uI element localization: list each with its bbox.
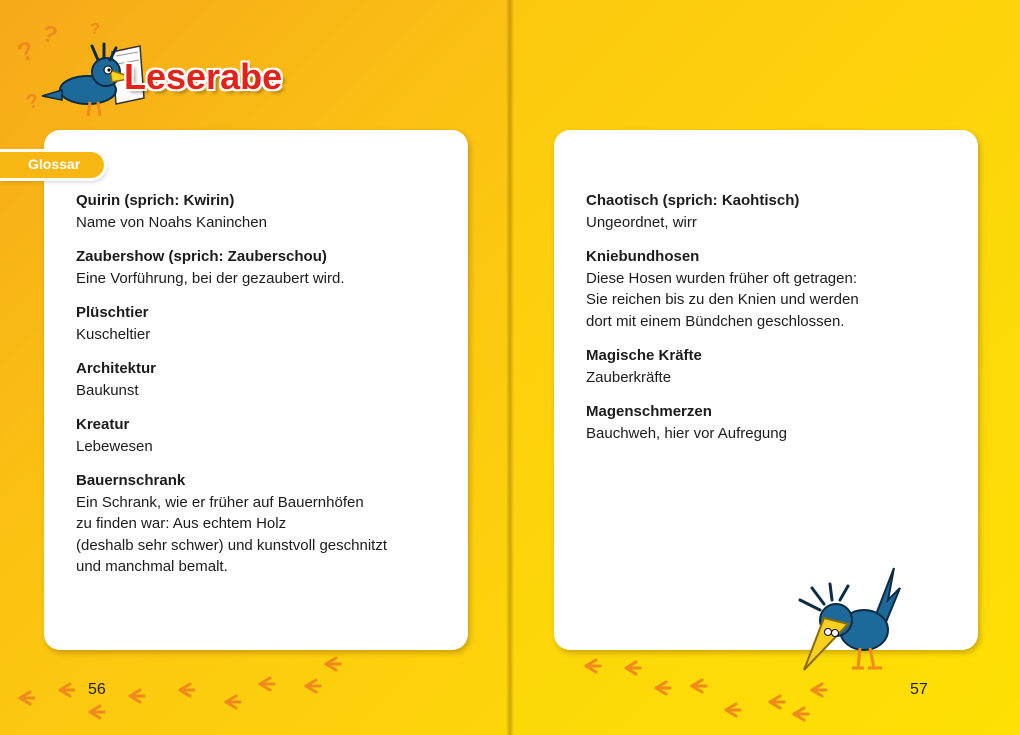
glossary-entry: [586, 345, 966, 388]
glossary-definition: Lebewesen: [76, 437, 153, 455]
raven-mascot-icon: [790, 560, 910, 680]
glossary-entry: [76, 302, 456, 345]
glossary-definition: Bauchweh, hier vor Aufregung: [586, 424, 787, 442]
glossary-term: Quirin (sprich: Kwirin): [76, 192, 235, 209]
glossary-card-left: [44, 130, 468, 650]
glossary-entry: [586, 246, 966, 332]
right-page: [510, 0, 1020, 735]
logo-text: Leserabe: [124, 56, 283, 97]
glossary-tab: [0, 152, 104, 178]
glossary-tab-label: Glossar: [28, 156, 81, 172]
svg-text:?: ?: [39, 20, 61, 50]
page-number-left: 56: [88, 681, 106, 698]
glossary-term: Magische Kräfte: [586, 347, 702, 364]
glossary-entry: [76, 470, 456, 578]
glossary-definition: Ein Schrank, wie er früher auf Bauernhöfen zu finden war: Aus echtem Holz (deshalb sehr schwer) und kunstvoll geschnitzt und manchmal bemalt.: [76, 493, 387, 575]
glossary-definition: Eine Vorführung, bei der gezaubert wird.: [76, 269, 345, 287]
svg-text:?: ?: [90, 21, 100, 38]
glossary-term: Magenschmerzen: [586, 403, 712, 420]
glossary-definition: Diese Hosen wurden früher oft getragen: Sie reichen bis zu den Knien und werden dort mit einem Bündchen geschlossen.: [586, 269, 859, 330]
bird-footprints-icon: [10, 650, 370, 730]
glossary-entry: [586, 190, 966, 233]
glossary-entry: [586, 401, 966, 444]
page-number-right: 57: [910, 681, 928, 698]
glossary-definition: Name von Noahs Kaninchen: [76, 213, 267, 231]
glossary-term: Chaotisch (sprich: Kaohtisch): [586, 192, 800, 209]
book-gutter: [506, 0, 514, 735]
glossary-entry: [76, 246, 456, 289]
glossary-term: Kniebundhosen: [586, 248, 700, 265]
glossary-term: Zaubershow (sprich: Zauberschou): [76, 248, 327, 265]
glossary-definition: Zauberkräfte: [586, 368, 672, 386]
svg-text:?: ?: [23, 89, 42, 115]
glossary-entry: [76, 190, 456, 233]
glossary-definition: Ungeordnet, wirr: [586, 213, 697, 231]
leserabe-logo: [12, 20, 302, 120]
glossary-definition: Baukunst: [76, 381, 139, 399]
glossary-definition: Kuscheltier: [76, 325, 151, 343]
glossary-term: Bauernschrank: [76, 472, 186, 489]
glossary-term: Kreatur: [76, 416, 130, 433]
glossary-card-right: [554, 130, 978, 650]
glossary-entry: [76, 414, 456, 457]
glossary-term: Plüschtier: [76, 304, 149, 321]
glossary-term: Architektur: [76, 360, 157, 377]
glossary-entry: [76, 358, 456, 401]
svg-text:?: ?: [13, 34, 39, 68]
